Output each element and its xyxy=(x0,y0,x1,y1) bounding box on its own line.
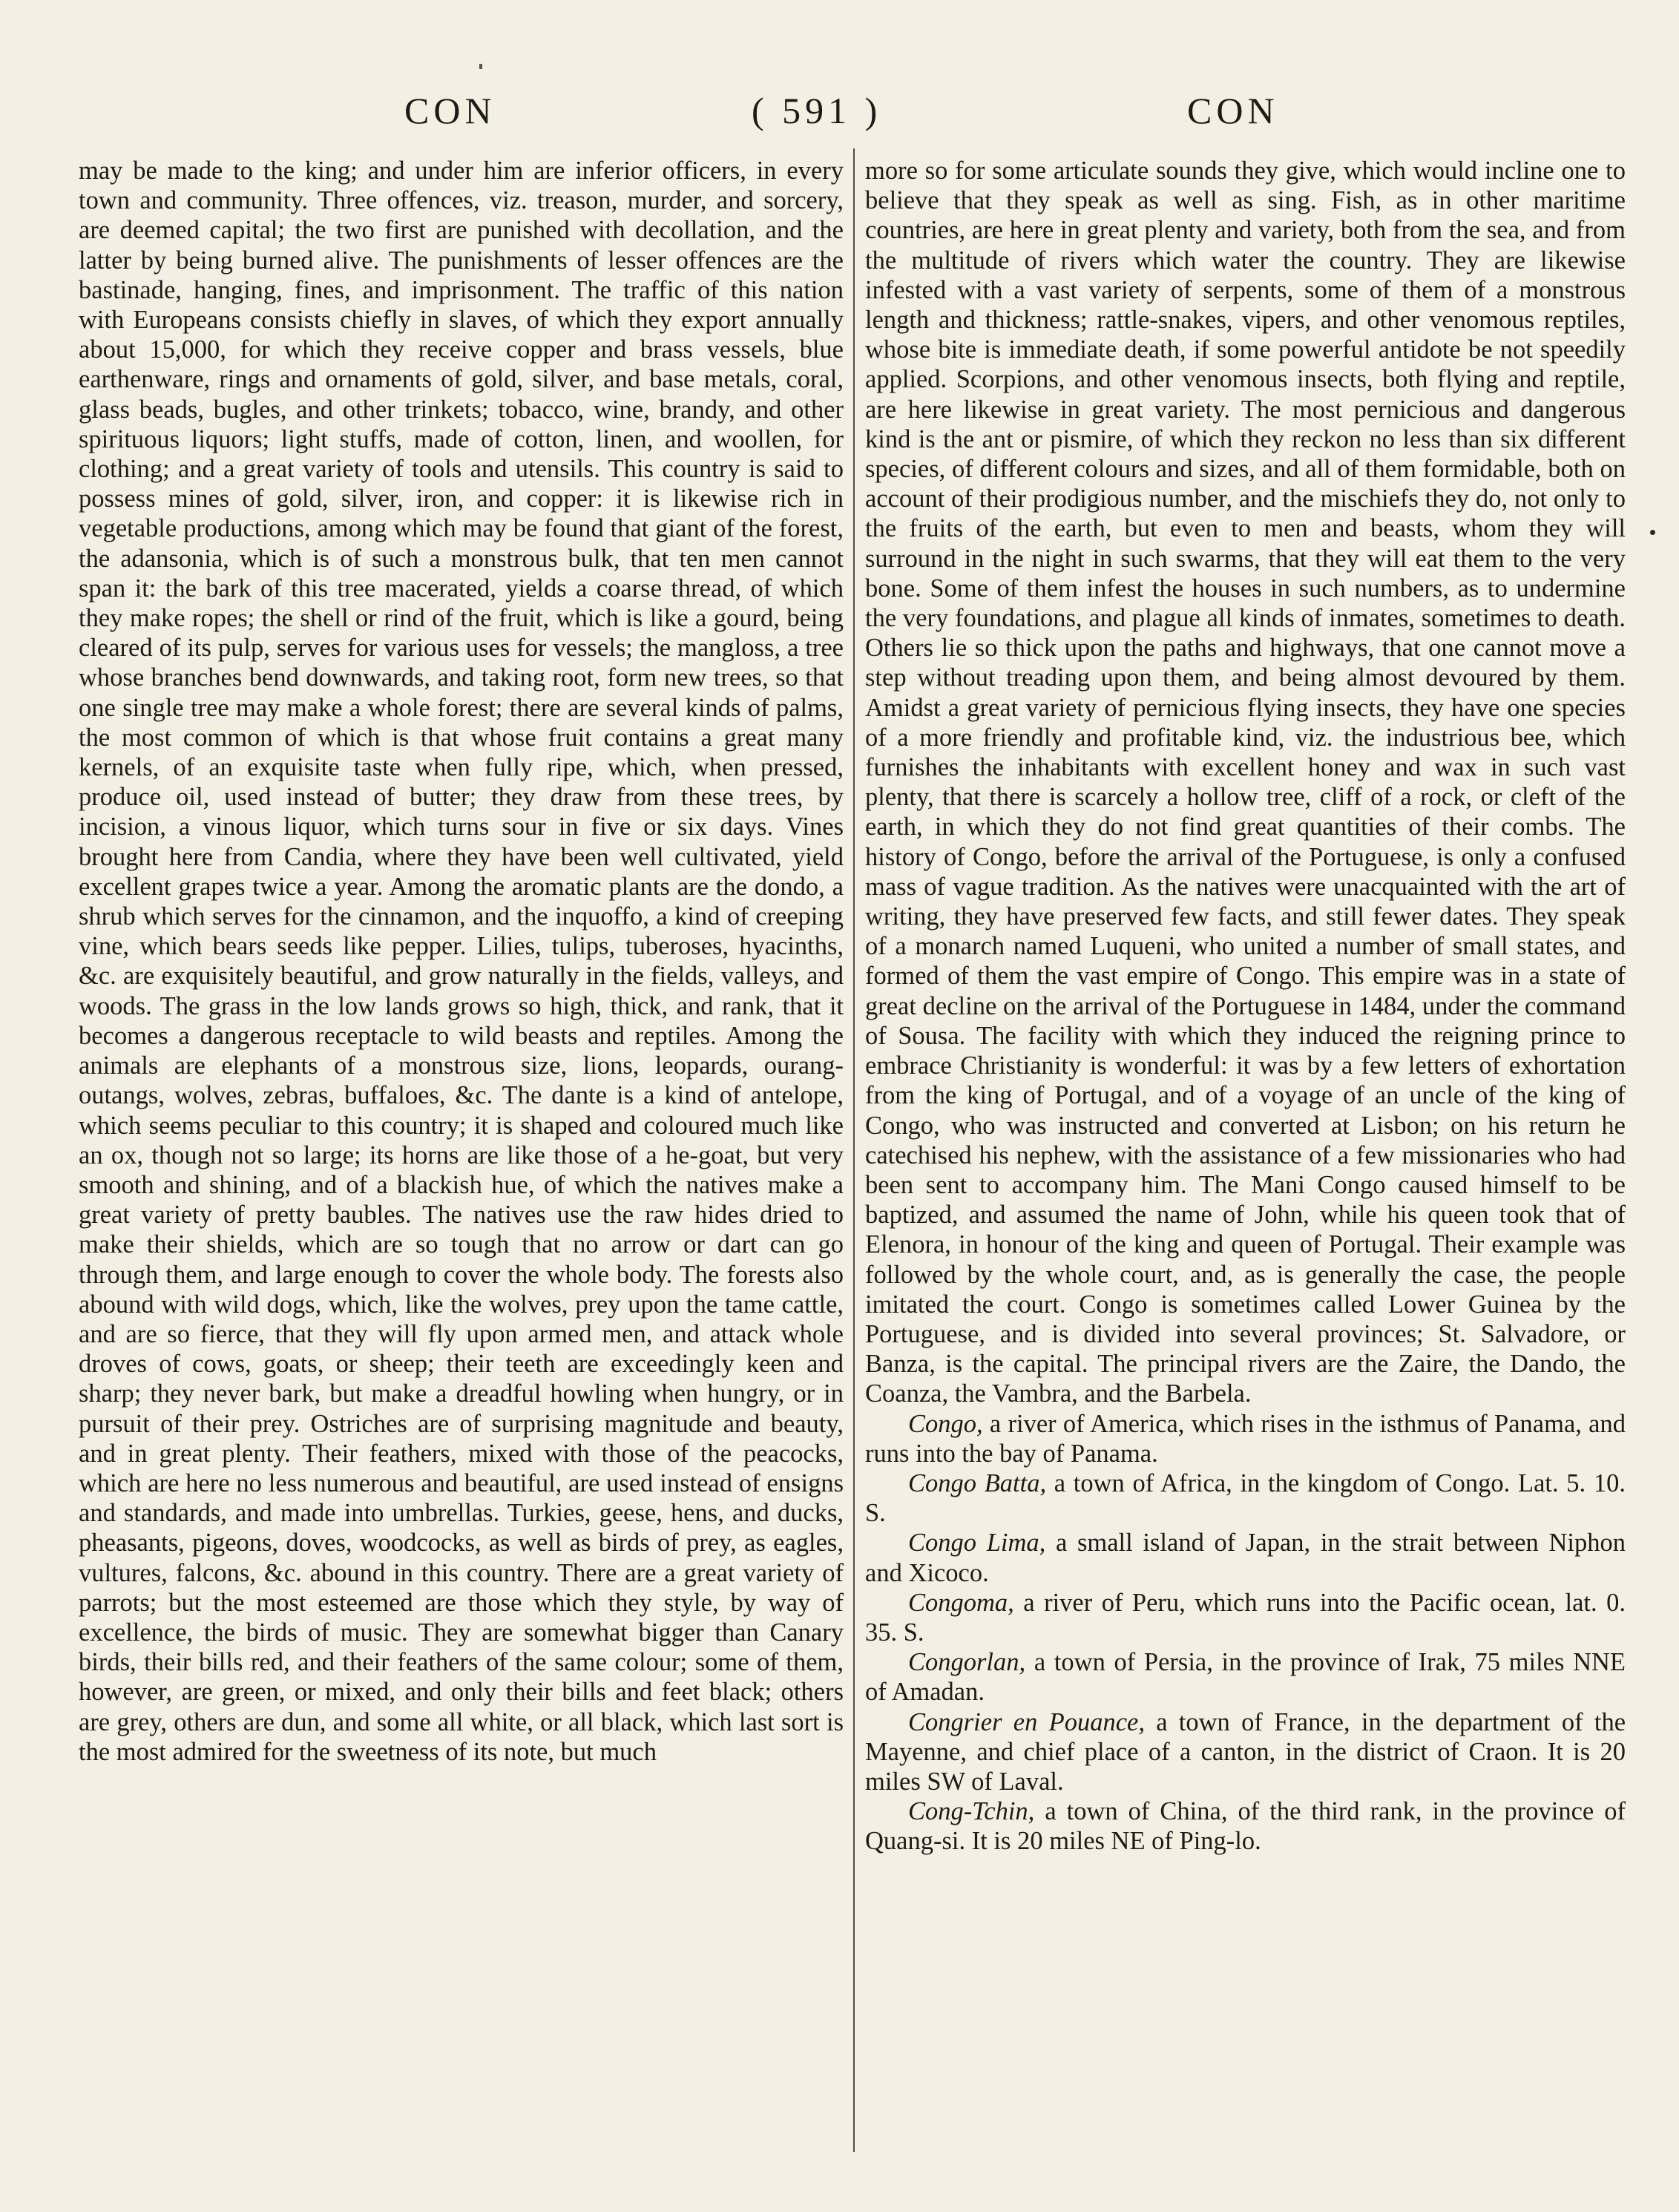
entry-congorlan xyxy=(865,1647,1626,1707)
entry-text: a town of France, in the department of the Mayenne, and chief place of a canton, in the district of Craon. It is 20 miles SW of Laval. xyxy=(865,1707,1626,1796)
left-column-text: may be made to the king; and under him are inferior officers, in every town and community. Three offences, viz. treason, murder, and sorcery, are deemed capital; the two first are punished with decollation, and the latter by being burned alive. The punishments of lesser offences are the bastinade, hanging, fines, and imprisonment. The traffic of this nation with Europeans consists chiefly in slaves, of which they export annually about 15,000, for which they receive copper and brass vessels, blue earthenware, rings and ornaments of gold, silver, and base metals, coral, glass beads, bugles, and other trinkets; tobacco, wine, brandy, and other spirituous liquors; light stuffs, made of cotton, linen, and woollen, for clothing; and a great variety of tools and utensils. This country is said to possess mines of gold, silver, iron, and copper: it is likewise rich in vegetable productions, among which may be found that giant of the forest, the adansonia, which is of such a monstrous bulk, that ten men cannot span it: the bark of this tree macerated, yields a coarse thread, of which they make ropes; the shell or rind of the fruit, which is like a gourd, being cleared of its pulp, serves for various uses for vessels; the mangloss, a tree whose branches bend downwards, and taking root, form new trees, so that one single tree may make a whole forest; there are several kinds of palms, the most common of which is that whose fruit contains a great many kernels, of an exquisite taste when fully ripe, which, when pressed, produce oil, used instead of butter; they draw from these trees, by incision, a vinous liquor, which turns sour in five or six days. Vines brought here from Candia, where they have been well cultivated, yield excellent grapes twice a year. Among the aromatic plants are the dondo, a shrub which serves for the cinnamon, and the inquoffo, a kind of creeping vine, which bears seeds like pepper. Lilies, tulips, tuberoses, hyacinths, &c. are exquisitely beautiful, and grow naturally in the fields, valleys, and woods. The grass in the low lands grows so high, thick, and rank, that it becomes a dangerous receptacle to wild beasts and reptiles. Among the animals are elephants of a monstrous size, lions, leopards, ourang-outangs, wolves, zebras, buffaloes, &c. The dante is a kind of antelope, which seems peculiar to this country; it is shaped and coloured much like an ox, though not so large; its horns are like those of a he-goat, but very smooth and shining, and of a blackish hue, of which the natives make a great variety of pretty baubles. The natives use the raw hides dried to make their shields, which are so tough that no arrow or dart can go through them, and large enough to cover the whole body. The forests also abound with wild dogs, which, like the wolves, prey upon the tame cattle, and are so fierce, that they will fly upon armed men, and attack whole droves of cows, goats, or sheep; their teeth are exceedingly keen and sharp; they never bark, but make a dreadful howling when hungry, or in pursuit of their prey. Ostriches are of surprising magnitude and beauty, and in great plenty. Their feathers, mixed with those of the peacocks, which are here no less numerous and beautiful, are used instead of ensigns and standards, and made into umbrellas. Turkies, geese, hens, and ducks, pheasants, pigeons, doves, woodcocks, as well as birds of prey, as eagles, vultures, falcons, &c. abound in this country. There are a great variety of parrots; but the most esteemed are those which they style, by way of excellence, the birds of music. They are somewhat bigger than Canary birds, their bills red, and their feathers of the same colour; some of them, however, are green, or mixed, and only their bills and feet black; others are grey, others are dun, and some all white, or all black, which last sort is the most admired for the sweetness of its note, but much xyxy=(79,157,844,1766)
entry-term: Congo Batta, xyxy=(908,1468,1047,1497)
entry-term: Congo, xyxy=(908,1409,983,1438)
entry-term: Congrier en Pouance, xyxy=(908,1707,1145,1736)
entry-congo-lima xyxy=(865,1528,1626,1587)
right-column-paragraph: more so for some articulate sounds they give, which would incline one to believe that they speak as well as sing. Fish, as in other maritime countries, are here in great plenty and variety, both from the sea, and from the multitude of rivers which water the country. They are likewise infested with a vast variety of serpents, some of them of a monstrous length and thickness; rattle-snakes, vipers, and other venomous reptiles, whose bite is immediate death, if some powerful antidote be not speedily applied. Scorpions, and other venomous insects, both flying and reptile, are here likewise in great variety. The most pernicious and dangerous kind is the ant or pismire, of which they reckon no less than six different species, of different colours and sizes, and all of them formidable, both on account of their prodigious number, and the mischiefs they do, not only to the fruits of the earth, but even to men and beasts, whom they will surround in the night in such swarms, that they will eat them to the very bone. Some of them infest the houses in such numbers, as to undermine the very foundations, and plague all kinds of inmates, sometimes to death. Others lie so thick upon the paths and highways, that one cannot move a step without treading upon them, and being almost devoured by them. Amidst a great variety of pernicious flying insects, they have one species of a more friendly and profitable kind, viz. the industrious bee, which furnishes the inhabitants with excellent honey and wax in such vast plenty, that there is scarcely a hollow tree, cliff of a rock, or cleft of the earth, in which they do not find great quantities of their combs. The history of Congo, before the arrival of the Portuguese, is only a confused mass of vague tradition. As the natives were unacquainted with the art of writing, they have preserved few facts, and still fewer dates. They speak of a monarch named Luqueni, who united a number of small states, and formed of them the vast empire of Congo. This empire was in a state of great decline on the arrival of the Portuguese in 1484, under the command of Sousa. The facility with which they induced the reigning prince to embrace Christianity is wonderful: it was by a few letters of exhortation from the king of Portugal, and of a voyage of an uncle of the king of Congo, who was instructed and converted at Lisbon; on his return he catechised his nephew, with the assistance of a few missionaries who had been sent to accompany him. The Mani Congo caused himself to be baptized, and assumed the name of John, while his queen took that of Elenora, in honour of the king and queen of Portugal. Their example was followed by the whole court, and, as is generally the case, the people imitated the court. Congo is sometimes called Lower Guinea by the Portuguese, and is divided into several provinces; St. Salvadore, or Banza, is the capital. The principal rivers are the Zaire, the Dando, the Coanza, the Vambra, and the Barbela. xyxy=(865,157,1626,1408)
entry-cong-tchin xyxy=(865,1796,1626,1856)
column-divider xyxy=(853,148,855,2152)
entry-congo-batta xyxy=(865,1468,1626,1528)
entry-text: a town of Persia, in the province of Irak, 75 miles NNE of Amadan. xyxy=(865,1648,1626,1707)
header-left-word: CON xyxy=(404,90,496,131)
entry-term: Congo Lima, xyxy=(908,1529,1046,1558)
print-mark xyxy=(479,64,482,69)
page-number: ( 591 ) xyxy=(752,90,882,131)
header-right-word: CON xyxy=(1187,90,1279,131)
right-column xyxy=(865,156,1626,2182)
entry-text: a town of China, of the third rank, in the province of Quang-si. It is 20 miles NE of Ping-lo. xyxy=(865,1797,1626,1856)
entry-text: a town of Africa, in the kingdom of Congo. Lat. 5. 10. S. xyxy=(865,1468,1626,1528)
entry-text: a river of Peru, which runs into the Pacific ocean, lat. 0. 35. S. xyxy=(865,1588,1626,1647)
entry-congo xyxy=(865,1409,1626,1468)
entry-text: a small island of Japan, in the strait between Niphon and Xicoco. xyxy=(865,1529,1626,1587)
entry-term: Cong-Tchin, xyxy=(908,1797,1035,1826)
entry-text: a river of America, which rises in the isthmus of Panama, and runs into the bay of Panama. xyxy=(865,1409,1626,1468)
left-column xyxy=(79,156,844,2182)
entry-term: Congorlan, xyxy=(908,1648,1026,1677)
entry-congrier-en-pouance xyxy=(865,1707,1626,1797)
entry-term: Congoma, xyxy=(908,1588,1014,1617)
margin-dot xyxy=(1650,530,1655,535)
running-header xyxy=(0,89,1679,134)
entry-congoma xyxy=(865,1588,1626,1647)
